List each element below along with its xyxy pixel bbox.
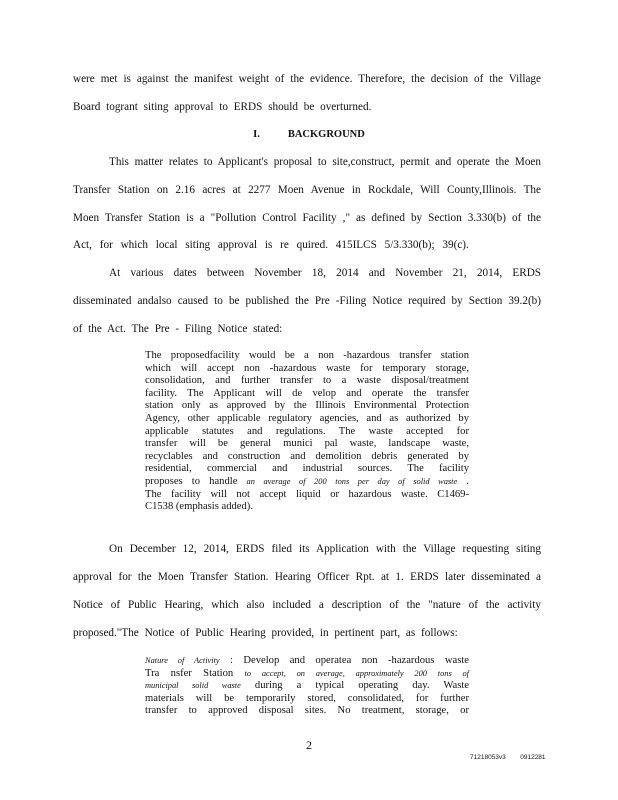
quote-text: proposes to handle — [145, 475, 238, 487]
body-line: Board togrant siting approval to ERDS should be overturned. — [73, 101, 372, 113]
quote-line — [145, 655, 469, 668]
body-line: were met is against the manifest weight of the evidence. Therefore, the decision of the Village — [73, 73, 541, 85]
section-title: BACKGROUND — [287, 129, 365, 140]
quote-line: C1538 (emphasis added). — [145, 501, 253, 513]
emphasized-text: municipal solid waste — [145, 681, 241, 691]
body-line: of the Act. The Pre - Filing Notice stated: — [73, 323, 283, 335]
quote-text: . — [466, 475, 470, 487]
quote-line: transfer to approved disposal sites. No treatment, storage, or — [145, 705, 469, 717]
quote-line: facility. The Applicant will de velop and operate the transfer — [145, 387, 469, 399]
quote-line — [145, 680, 469, 693]
quote-line: consolidation, and further transfer to a waste disposal/treatment — [145, 375, 469, 387]
section-number: I. — [253, 129, 260, 140]
emphasized-text: an average of 200 tons per day of solid waste — [246, 476, 458, 486]
body-line: disseminated andalso caused to be published the Pre -Filing Notice required by Section 39.2(b) — [73, 295, 541, 307]
body-line: Act, for which local siting approval is re quired. 415ILCS 5/3.330(b); 39(c). — [73, 239, 469, 251]
body-line: Moen Transfer Station is a "Pollution Control Facility ," as defined by Section 3.330(b) of the — [73, 212, 541, 224]
section-heading — [0, 129, 618, 140]
quote-line: transfer will be general munici pal waste, landscape waste, — [145, 438, 469, 450]
quote-line: The proposedfacility would be a non -hazardous transfer station — [145, 350, 469, 361]
body-line: This matter relates to Applicant's proposal to site,construct, permit and operate the Moen — [109, 156, 541, 168]
quote-line — [145, 476, 469, 489]
quote-text: : Develop and operatea non -hazardous waste — [230, 655, 469, 666]
quote-line — [145, 668, 469, 681]
block-quote — [145, 655, 469, 718]
body-line: proposed."The Notice of Public Hearing provided, in pertinent part, as follows: — [73, 627, 458, 639]
quote-line: Agency, other applicable regulatory agencies, and as authorized by — [145, 412, 469, 424]
block-quote — [145, 350, 469, 514]
body-line: On December 12, 2014, ERDS filed its Application with the Village requesting siting — [109, 543, 541, 555]
body-line: Transfer Station on 2.16 acres at 2277 Moen Avenue in Rockdale, Will County,Illinois. The — [73, 184, 541, 196]
quote-line: The facility will not accept liquid or hazardous waste. C1469- — [145, 488, 469, 500]
body-line: Notice of Public Hearing, which also included a description of the "nature of the activity — [73, 599, 541, 611]
quote-line: residential, commercial and industrial sources. The facility — [145, 463, 469, 475]
quote-line: station only as approved by the Illinois Environmental Protection — [145, 400, 469, 412]
quote-line: recyclables and construction and demolition debris generated by — [145, 450, 469, 462]
quote-text: during a typical operating day. Waste — [254, 680, 469, 692]
emphasized-text: Nature of Activity — [145, 656, 220, 665]
quote-line: applicable statutes and regulations. The waste accepted for — [145, 425, 469, 437]
quote-text: Tra nsfer Station — [145, 667, 234, 679]
document-id: 71218053v3 0912281 — [470, 754, 546, 761]
body-line: At various dates between November 18, 2014 and November 21, 2014, ERDS — [109, 267, 541, 279]
quote-line: materials will be temporarily stored, consolidated, for further — [145, 692, 469, 704]
emphasized-text: to accept, on average, approximately 200 tons of — [244, 668, 470, 678]
quote-line: which will accept non -hazardous waste for temporary storage, — [145, 362, 469, 374]
body-line: approval for the Moen Transfer Station. Hearing Officer Rpt. at 1. ERDS later disseminated a — [73, 571, 541, 583]
page-number: 2 — [306, 738, 312, 752]
